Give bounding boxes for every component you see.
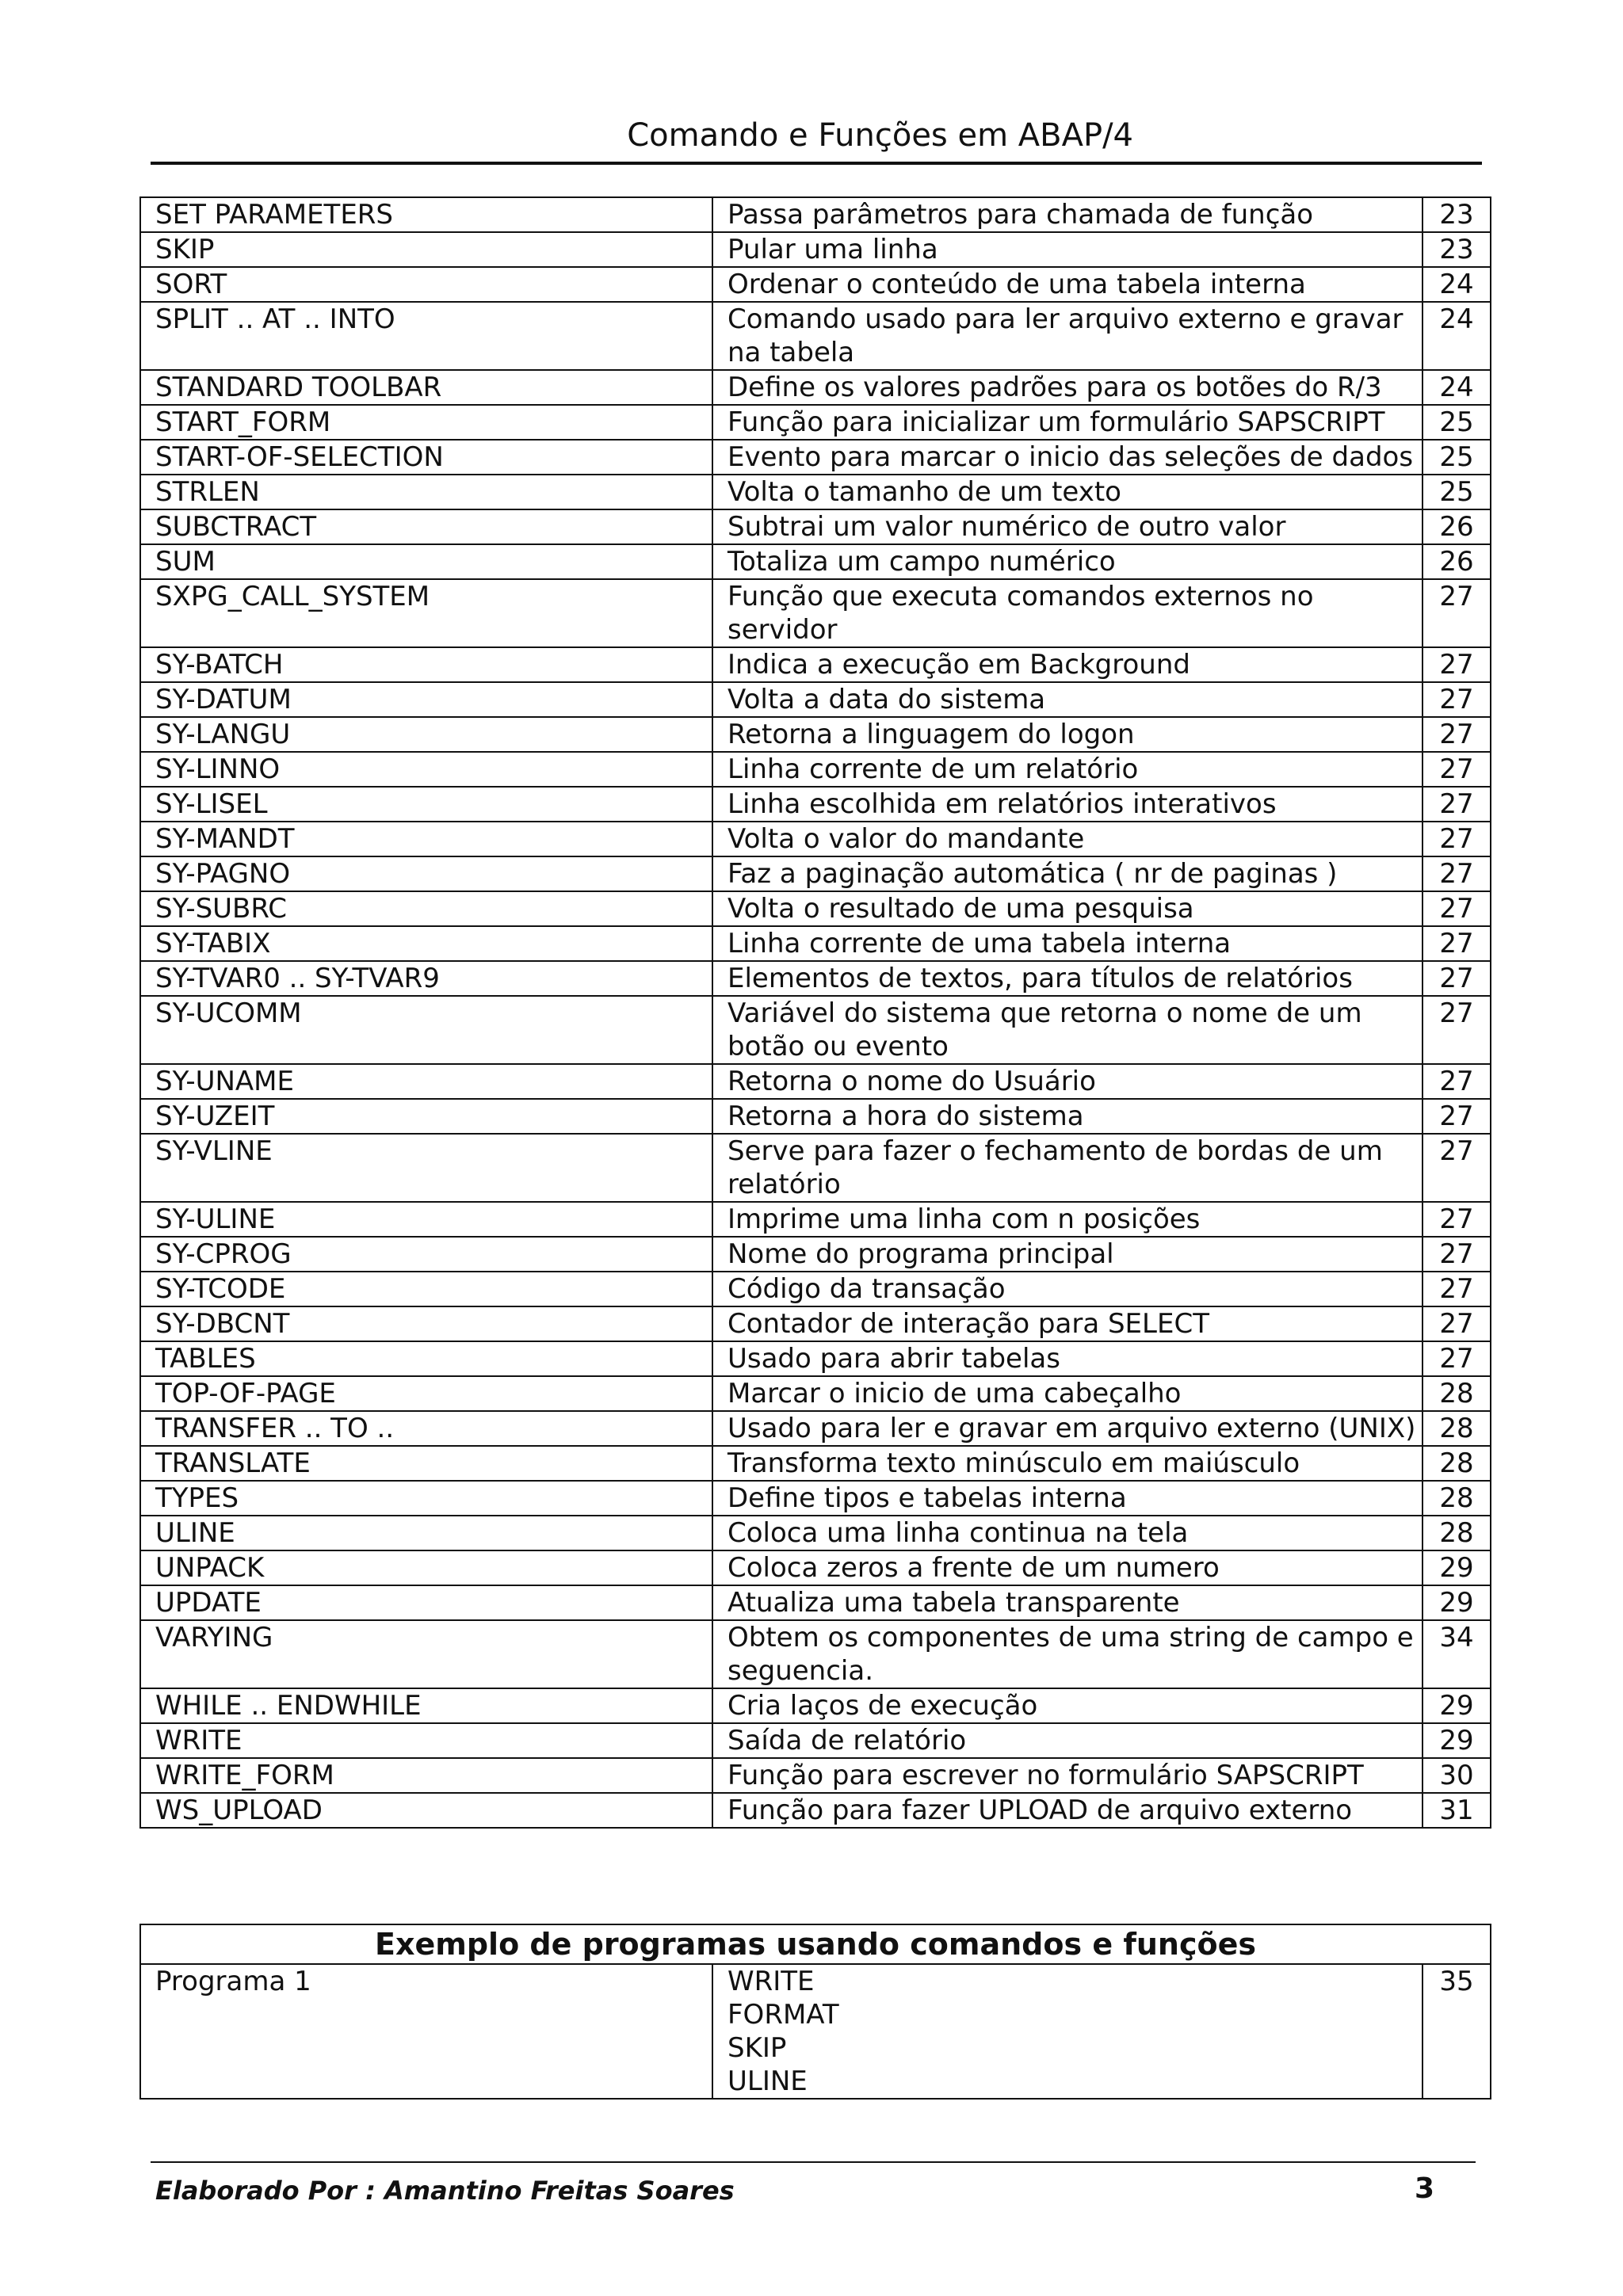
command-cell: STANDARD TOOLBAR: [140, 370, 712, 405]
description-cell: Coloca uma linha continua na tela: [712, 1516, 1423, 1550]
description-cell: Elementos de textos, para títulos de relatórios: [712, 961, 1423, 996]
page-cell: 28: [1423, 1446, 1491, 1481]
page-cell: 23: [1423, 197, 1491, 232]
command-cell: SY-DBCNT: [140, 1306, 712, 1341]
description-cell: Define tipos e tabelas interna: [712, 1481, 1423, 1516]
command-cell: WRITE_FORM: [140, 1758, 712, 1793]
description-cell: Usado para abrir tabelas: [712, 1341, 1423, 1376]
table-row: [140, 1620, 1491, 1688]
command-cell: SY-SUBRC: [140, 891, 712, 926]
example-program-page: 35: [1423, 1964, 1491, 2099]
description-cell: Faz a paginação automática ( nr de paginas ): [712, 856, 1423, 891]
page-cell: 26: [1423, 509, 1491, 544]
page-cell: 27: [1423, 822, 1491, 856]
table-row: [140, 509, 1491, 544]
page-title: Comando e Funções em ABAP/4: [627, 117, 1133, 154]
command-cell: TABLES: [140, 1341, 712, 1376]
description-cell: Retorna a hora do sistema: [712, 1099, 1423, 1134]
description-cell: Indica a execução em Background: [712, 647, 1423, 682]
table-row: [140, 1237, 1491, 1272]
command-cell: START_FORM: [140, 405, 712, 440]
command-cell: SUBCTRACT: [140, 509, 712, 544]
page-cell: 24: [1423, 267, 1491, 302]
table-row: [140, 961, 1491, 996]
command-cell: WHILE .. ENDWHILE: [140, 1688, 712, 1723]
table-row: [140, 1134, 1491, 1202]
page-cell: 27: [1423, 961, 1491, 996]
table-row: [140, 1446, 1491, 1481]
command-cell: SY-UZEIT: [140, 1099, 712, 1134]
command-cell: SY-TVAR0 .. SY-TVAR9: [140, 961, 712, 996]
command-cell: SY-VLINE: [140, 1134, 712, 1202]
table-row: [140, 1688, 1491, 1723]
page-cell: 23: [1423, 232, 1491, 267]
page-cell: 28: [1423, 1516, 1491, 1550]
description-cell: Função para inicializar um formulário SAPSCRIPT: [712, 405, 1423, 440]
page-cell: 29: [1423, 1550, 1491, 1585]
description-cell: Pular uma linha: [712, 232, 1423, 267]
description-cell: Volta o valor do mandante: [712, 822, 1423, 856]
description-cell: Passa parâmetros para chamada de função: [712, 197, 1423, 232]
page-cell: 27: [1423, 1272, 1491, 1306]
page-header: [151, 111, 1482, 165]
command-cell: ULINE: [140, 1516, 712, 1550]
command-cell: SY-UNAME: [140, 1064, 712, 1099]
description-cell: Evento para marcar o inicio das seleções de dados: [712, 440, 1423, 475]
description-cell: Comando usado para ler arquivo externo e gravar na tabela: [712, 302, 1423, 370]
description-cell: Volta o tamanho de um texto: [712, 475, 1423, 509]
description-cell: Retorna o nome do Usuário: [712, 1064, 1423, 1099]
table-row: [140, 891, 1491, 926]
command-cell: SUM: [140, 544, 712, 579]
example-program-commands: [712, 1964, 1423, 2099]
description-cell: Variável do sistema que retorna o nome de um botão ou evento: [712, 996, 1423, 1064]
description-cell: Nome do programa principal: [712, 1237, 1423, 1272]
table-row: [140, 579, 1491, 647]
page-cell: 27: [1423, 891, 1491, 926]
command-cell: SXPG_CALL_SYSTEM: [140, 579, 712, 647]
page-cell: 27: [1423, 856, 1491, 891]
description-cell: Atualiza uma tabela transparente: [712, 1585, 1423, 1620]
page-cell: 27: [1423, 1202, 1491, 1237]
description-cell: Retorna a linguagem do logon: [712, 717, 1423, 752]
description-cell: Saída de relatório: [712, 1723, 1423, 1758]
page-cell: 25: [1423, 475, 1491, 509]
table-row: [140, 440, 1491, 475]
footer-page-number: 3: [1414, 2172, 1434, 2205]
table-row: [140, 475, 1491, 509]
table-row: [140, 1099, 1491, 1134]
command-cell: SY-LINNO: [140, 752, 712, 787]
command-cell: TRANSFER .. TO ..: [140, 1411, 712, 1446]
page-cell: 26: [1423, 544, 1491, 579]
page-cell: 30: [1423, 1758, 1491, 1793]
command-cell: UNPACK: [140, 1550, 712, 1585]
description-cell: Usado para ler e gravar em arquivo externo (UNIX): [712, 1411, 1423, 1446]
table-row: [140, 1585, 1491, 1620]
page-cell: 31: [1423, 1793, 1491, 1828]
command-cell: TOP-OF-PAGE: [140, 1376, 712, 1411]
description-cell: Subtrai um valor numérico de outro valor: [712, 509, 1423, 544]
page-cell: 27: [1423, 1341, 1491, 1376]
footer-author: Elaborado Por : Amantino Freitas Soares: [155, 2176, 735, 2206]
table-row: [140, 1272, 1491, 1306]
command-cell: SY-ULINE: [140, 1202, 712, 1237]
page-cell: 28: [1423, 1376, 1491, 1411]
command-cell: SORT: [140, 267, 712, 302]
description-cell: Cria laços de execução: [712, 1688, 1423, 1723]
page-cell: 27: [1423, 717, 1491, 752]
page-cell: 27: [1423, 579, 1491, 647]
table-row: [140, 405, 1491, 440]
examples-table: [139, 1924, 1491, 2100]
table-row: [140, 1550, 1491, 1585]
description-cell: Contador de interação para SELECT: [712, 1306, 1423, 1341]
page-cell: 27: [1423, 1134, 1491, 1202]
command-cell: VARYING: [140, 1620, 712, 1688]
table-row: [140, 682, 1491, 717]
table-row: [140, 996, 1491, 1064]
table-row: [140, 647, 1491, 682]
page-cell: 24: [1423, 370, 1491, 405]
example-command: FORMAT: [727, 1999, 839, 2031]
example-command: WRITE: [727, 1966, 815, 1997]
page-cell: 27: [1423, 787, 1491, 822]
command-cell: TYPES: [140, 1481, 712, 1516]
description-cell: Função para fazer UPLOAD de arquivo externo: [712, 1793, 1423, 1828]
table-row: [140, 232, 1491, 267]
description-cell: Volta o resultado de uma pesquisa: [712, 891, 1423, 926]
page-cell: 28: [1423, 1481, 1491, 1516]
table-row: [140, 926, 1491, 961]
table-row: [140, 752, 1491, 787]
description-cell: Define os valores padrões para os botões do R/3: [712, 370, 1423, 405]
command-cell: UPDATE: [140, 1585, 712, 1620]
command-cell: SY-LANGU: [140, 717, 712, 752]
page-cell: 29: [1423, 1688, 1491, 1723]
table-row: [140, 267, 1491, 302]
table-row: [140, 370, 1491, 405]
description-cell: Linha corrente de um relatório: [712, 752, 1423, 787]
command-cell: STRLEN: [140, 475, 712, 509]
table-row: [140, 1481, 1491, 1516]
page-footer: [151, 2161, 1476, 2206]
table-row: [140, 1202, 1491, 1237]
table-row: [140, 1376, 1491, 1411]
command-cell: SY-UCOMM: [140, 996, 712, 1064]
page-cell: 25: [1423, 405, 1491, 440]
command-cell: WS_UPLOAD: [140, 1793, 712, 1828]
examples-heading: Exemplo de programas usando comandos e funções: [140, 1924, 1491, 1964]
command-cell: SY-DATUM: [140, 682, 712, 717]
table-row: [140, 822, 1491, 856]
command-cell: SY-TABIX: [140, 926, 712, 961]
description-cell: Ordenar o conteúdo de uma tabela interna: [712, 267, 1423, 302]
table-row: [140, 1723, 1491, 1758]
description-cell: Transforma texto minúsculo em maiúsculo: [712, 1446, 1423, 1481]
page-cell: 34: [1423, 1620, 1491, 1688]
description-cell: Imprime uma linha com n posições: [712, 1202, 1423, 1237]
table-row: [140, 717, 1491, 752]
command-cell: SET PARAMETERS: [140, 197, 712, 232]
example-command: ULINE: [727, 2065, 808, 2097]
command-cell: SPLIT .. AT .. INTO: [140, 302, 712, 370]
table-row: [140, 1411, 1491, 1446]
command-cell: TRANSLATE: [140, 1446, 712, 1481]
table-row: [140, 1306, 1491, 1341]
command-cell: START-OF-SELECTION: [140, 440, 712, 475]
example-command: SKIP: [727, 2032, 787, 2064]
command-cell: WRITE: [140, 1723, 712, 1758]
table-row: [140, 1516, 1491, 1550]
table-row: [140, 1758, 1491, 1793]
example-program-name: Programa 1: [140, 1964, 712, 2099]
table-row: [140, 302, 1491, 370]
command-cell: SKIP: [140, 232, 712, 267]
description-cell: Função para escrever no formulário SAPSCRIPT: [712, 1758, 1423, 1793]
page-cell: 29: [1423, 1585, 1491, 1620]
page-cell: 27: [1423, 1064, 1491, 1099]
table-row: [140, 1341, 1491, 1376]
description-cell: Coloca zeros a frente de um numero: [712, 1550, 1423, 1585]
command-cell: SY-CPROG: [140, 1237, 712, 1272]
description-cell: Código da transação: [712, 1272, 1423, 1306]
page-cell: 28: [1423, 1411, 1491, 1446]
page-cell: 27: [1423, 926, 1491, 961]
description-cell: Função que executa comandos externos no servidor: [712, 579, 1423, 647]
command-cell: SY-MANDT: [140, 822, 712, 856]
description-cell: Linha escolhida em relatórios interativos: [712, 787, 1423, 822]
page-cell: 27: [1423, 1237, 1491, 1272]
table-row: [140, 197, 1491, 232]
command-cell: SY-LISEL: [140, 787, 712, 822]
command-cell: SY-TCODE: [140, 1272, 712, 1306]
command-cell: SY-BATCH: [140, 647, 712, 682]
description-cell: Linha corrente de uma tabela interna: [712, 926, 1423, 961]
page-cell: 29: [1423, 1723, 1491, 1758]
description-cell: Marcar o inicio de uma cabeçalho: [712, 1376, 1423, 1411]
description-cell: Volta a data do sistema: [712, 682, 1423, 717]
page-cell: 25: [1423, 440, 1491, 475]
page-cell: 27: [1423, 752, 1491, 787]
command-cell: SY-PAGNO: [140, 856, 712, 891]
page-cell: 27: [1423, 996, 1491, 1064]
command-index-body: [140, 197, 1491, 1828]
page-cell: 27: [1423, 647, 1491, 682]
table-row: [140, 787, 1491, 822]
page-cell: 27: [1423, 1099, 1491, 1134]
page-cell: 27: [1423, 1306, 1491, 1341]
page-cell: 27: [1423, 682, 1491, 717]
table-row: [140, 1064, 1491, 1099]
page-cell: 24: [1423, 302, 1491, 370]
description-cell: Totaliza um campo numérico: [712, 544, 1423, 579]
table-row: [140, 856, 1491, 891]
table-row: [140, 1793, 1491, 1828]
table-row: [140, 544, 1491, 579]
example-program-row: [140, 1964, 1491, 2099]
description-cell: Serve para fazer o fechamento de bordas de um relatório: [712, 1134, 1423, 1202]
examples-heading-row: [140, 1924, 1491, 1964]
description-cell: Obtem os componentes de uma string de campo e seguencia.: [712, 1620, 1423, 1688]
command-index-table: [139, 196, 1491, 1829]
